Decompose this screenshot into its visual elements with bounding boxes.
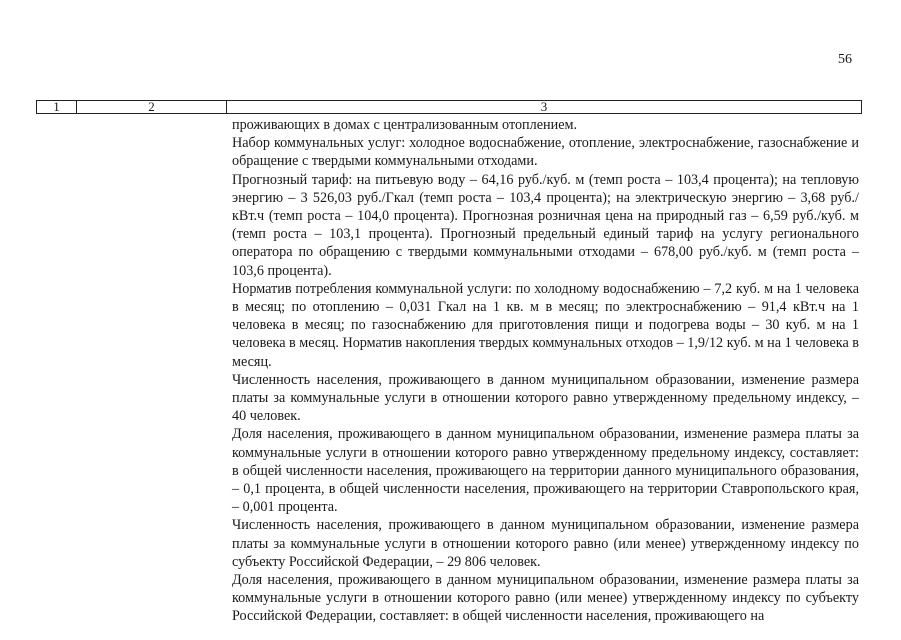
paragraph-tariff: Прогнозный тариф: на питьевую воду – 64,16 руб./куб. м (темп роста – 103,4 процента); на тепловую энергию – 3 526,03 руб./Гкал (темп роста – 103,4 процента); на электрическую энергию – 3,68 руб./кВт.ч (темп роста – 104,0 процента). Прогнозная розничная цена на природный газ – 6,59 руб./куб. м (темп роста – 103,1 процента). Прогнозный предельный единый тариф на услугу регионального оператора по обращению с твердыми коммунальными отходами – 678,00 руб./куб. м (темп роста – 103,6 процента). — [232, 171, 859, 279]
paragraph-consumption-norm: Норматив потребления коммунальной услуги: по холодному водоснабжению – 7,2 куб. м на 1 человека в месяц; по отоплению – 0,031 Гкал на 1 кв. м в месяц; по электроснабжению – 91,4 кВт.ч на 1 человека в месяц; по газоснабжению для приготовления пищи и подогрева воды – 30 куб. м на 1 человека в месяц. Норматив накопления твердых коммунальных отходов – 1,9/12 куб. м на 1 человека в месяц. — [232, 280, 859, 370]
column-2-header: 2 — [77, 101, 227, 113]
table-header-row — [36, 100, 862, 114]
page-number: 56 — [838, 52, 852, 67]
column-3-header: 3 — [540, 99, 548, 114]
paragraph-utility-set: Набор коммунальных услуг: холодное водоснабжение, отопление, электроснабжение, газоснабжение и обращение с твердыми коммунальными отходами. — [232, 135, 859, 170]
document-body — [232, 116, 859, 626]
paragraph-population-share-subject: Доля населения, проживающего в данном муниципальном образовании, изменение размера платы за коммунальные услуги в отношении которого равно (или менее) утвержденному индексу по субъекту Российской Федерации, составляет: в общей численности населения, проживающего на — [232, 572, 859, 625]
paragraph-population-count-subject: Численность населения, проживающего в данном муниципальном образовании, изменение размера платы за коммунальные услуги в отношении которого равно (или менее) утвержденному индексу по субъекту Российской Федерации, – 29 806 человек. — [232, 517, 859, 570]
paragraph-population-share: Доля населения, проживающего в данном муниципальном образовании, изменение размера платы за коммунальные услуги в отношении которого равно утвержденному предельному индексу, составляет: в общей численности населения, проживающего на территории данного муниципального образования, – 0,1 процента, в общей численности населения, проживающего на территории Ставропольского края, – 0,001 процента. — [232, 426, 859, 516]
column-1-header: 1 — [37, 101, 77, 113]
paragraph-continuation: проживающих в домах с централизованным отоплением. — [232, 117, 578, 133]
paragraph-population-count: Численность населения, проживающего в данном муниципальном образовании, изменение размера платы за коммунальные услуги в отношении которого равно утвержденному предельному индексу, – 40 человек. — [232, 371, 859, 425]
